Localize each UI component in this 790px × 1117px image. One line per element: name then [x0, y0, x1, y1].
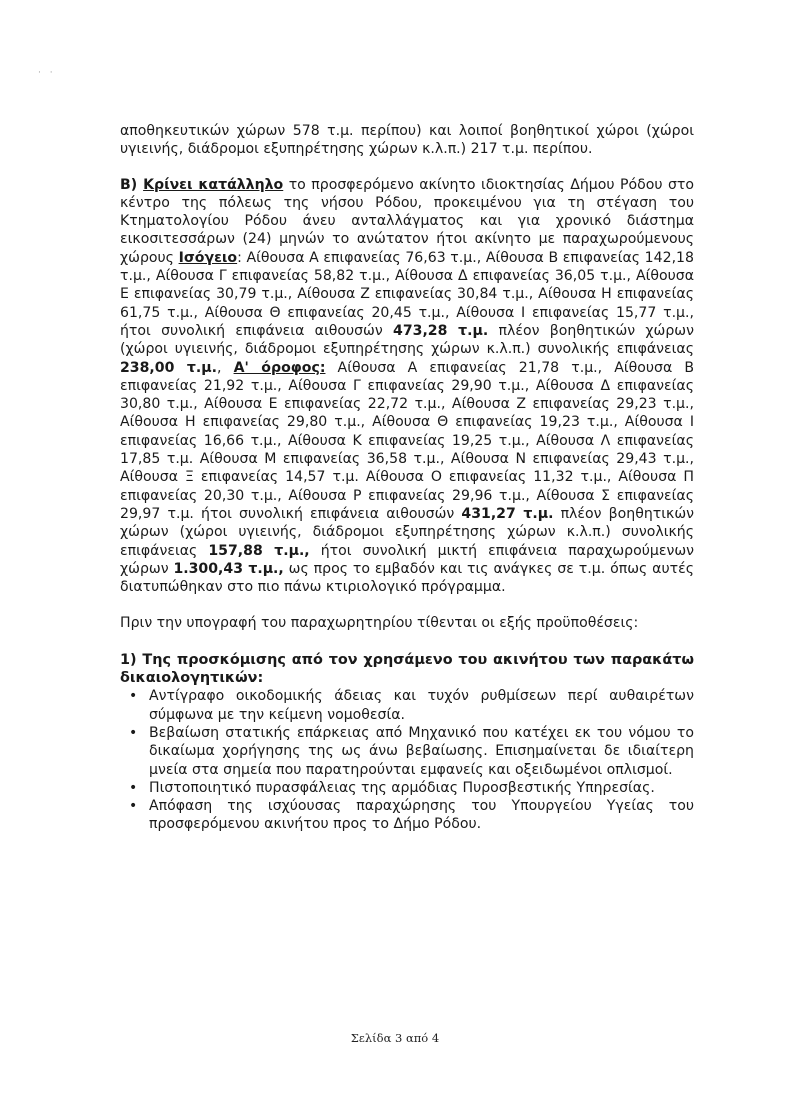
- list-item: [120, 724, 694, 779]
- list-item-text: Πιστοποιητικό πυρασφάλειας της αρμόδιας Πυροσβεστικής Υπηρεσίας.: [149, 779, 655, 796]
- paragraph-continuation: αποθηκευτικών χώρων 578 τ.μ. περίπου) και λοιποί βοηθητικοί χώροι (χώροι υγιεινής, διάδρομοι εξυπηρέτησης χώρων κ.λ.π.) 217 τ.μ. περίπου.: [120, 123, 694, 158]
- requirements-heading: 1) Της προσκόμισης από τον χρησάμενο του ακινήτου των παρακάτω δικαιολογητικών:: [120, 651, 694, 687]
- section-b-keyword: Κρίνει κατάλληλο: [143, 176, 284, 193]
- bullet-icon: •: [129, 798, 138, 815]
- grand-total-area: 1.300,43 τ.μ.,: [173, 560, 284, 577]
- bullet-icon: •: [129, 779, 138, 796]
- paragraph-text: ήτοι συνολική μικτή επιφάνεια παραχωρούμενων χώρων: [120, 542, 695, 577]
- list-item-text: Βεβαίωση στατικής επάρκειας από Μηχανικό που κατέχει εκ του νόμου το δικαίωμα χορήγησης της ως άνω βεβαίωσης. Επισημαίνεται δε ιδιαίτερη μνεία στα σημεία που παρατηρούνται εμφανείς και οξειδωμένοι οπλισμοί.: [149, 724, 694, 778]
- paragraph-text: : Αίθουσα Α επιφανείας 76,63 τ.μ., Αίθουσα Β επιφανείας 142,18 τ.μ., Αίθουσα Γ επιφανείας 58,82 τ.μ., Αίθουσα Δ επιφανείας 36,05 τ.μ., Αίθουσα Ε επιφανείας 30,79 τ.μ., Αίθουσα Ζ επιφανείας 30,84 τ.μ., Αίθουσα Η επιφανείας 61,75 τ.μ., Αίθουσα Θ επιφανείας 20,45 τ.μ., Αίθουσα Ι επιφανείας 15,77 τ.μ., ήτοι συνολική επιφάνεια αιθουσών: [120, 249, 694, 339]
- paragraph-text: ως προς το εμβαδόν και τις ανάγκες σε τ.μ. όπως αυτές διατυπώθηκαν στο πιο πάνω κτιριολογικό πρόγραμμα.: [120, 560, 695, 596]
- paragraph-text: πλέον βοηθητικών χώρων (χώροι υγιεινής, διάδρομοι εξυπηρέτησης χώρων κ.λ.π.) συνολικής επιφάνειας: [120, 322, 694, 358]
- list-item-text: Απόφαση της ισχύουσας παραχώρησης του Υπουργείου Υγείας του προσφερόμενου ακινήτου προς το Δήμο Ρόδου.: [149, 798, 694, 833]
- paragraph-text: ,: [216, 359, 234, 376]
- paragraph-b: [120, 176, 694, 597]
- first-floor-aux-total: 157,88 τ.μ.,: [208, 542, 310, 559]
- requirements-list: [120, 687, 694, 833]
- ground-floor-aux-total: 238,00 τ.μ.: [120, 359, 217, 376]
- paragraph-text: Αίθουσα Α επιφανείας 21,78 τ.μ., Αίθουσα Β επιφανείας 21,92 τ.μ., Αίθουσα Γ επιφανείας 29,90 τ.μ., Αίθουσα Δ επιφανείας 30,80 τ.μ., Αίθουσα Ε επιφανείας 22,72 τ.μ., Αίθουσα Ζ επιφανείας 29,23 τ.μ., Αίθουσα Η επιφανείας 29,80 τ.μ., Αίθουσα Θ επιφανείας 19,23 τ.μ., Αίθουσα Ι επιφανείας 16,66 τ.μ., Αίθουσα Κ επιφανείας 19,25 τ.μ., Αίθουσα Λ επιφανείας 17,85 τ.μ. Αίθουσα Μ επιφανείας 36,58 τ.μ., Αίθουσα Ν επιφανείας 29,43 τ.μ., Αίθουσα Ξ επιφανείας 14,57 τ.μ. Αίθουσα Ο επιφανείας 11,32 τ.μ., Αίθουσα Π επιφανείας 20,30 τ.μ., Αίθουσα Ρ επιφανείας 29,96 τ.μ., Αίθουσα Σ επιφανείας 29,97 τ.μ. ήτοι συνολική επιφάνεια αιθουσών: [120, 359, 695, 522]
- list-item-text: Αντίγραφο οικοδομικής άδειας και τυχόν ρυθμίσεων περί αυθαιρέτων σύμφωνα με την κείμενη νομοθεσία.: [149, 688, 694, 723]
- bullet-icon: •: [129, 724, 138, 741]
- list-item: [120, 779, 694, 797]
- first-floor-label: Α' όροφος:: [233, 359, 326, 376]
- bullet-icon: •: [129, 688, 138, 705]
- list-item: [120, 687, 694, 724]
- first-floor-halls-total: 431,27 τ.μ.: [461, 505, 554, 522]
- page-number-footer: Σελίδα 3 από 4: [350, 1031, 440, 1045]
- list-item: [120, 797, 694, 834]
- paragraph-text: το προσφερόμενο ακίνητο ιδιοκτησίας Δήμου Ρόδου στο κέντρο της πόλεως της νήσου Ρόδου, προκειμένου για τη στέγαση του Κτηματολογίου Ρόδου άνευ ανταλλάγματος και για χρονικό διάστημα εικοσιτεσσάρων (24) μηνών το ανώτατον ήτοι ακίνητο με παραχωρούμενους χώρους: [120, 176, 695, 266]
- document-body: [120, 122, 694, 834]
- ground-floor-label: Ισόγειο: [178, 249, 238, 266]
- ground-floor-halls-total: 473,28 τ.μ.: [393, 322, 489, 339]
- scan-mark: · ·: [38, 68, 56, 78]
- paragraph-text: πλέον βοηθητικών χώρων (χώροι υγιεινής, διάδρομοι εξυπηρέτησης χώρων κ.λ.π.) συνολικής επιφάνειας: [120, 505, 694, 559]
- paragraph-conditions: Πριν την υπογραφή του παραχωρητηρίου τίθενται οι εξής προϋποθέσεις:: [120, 615, 639, 632]
- section-b-label: Β): [120, 176, 144, 193]
